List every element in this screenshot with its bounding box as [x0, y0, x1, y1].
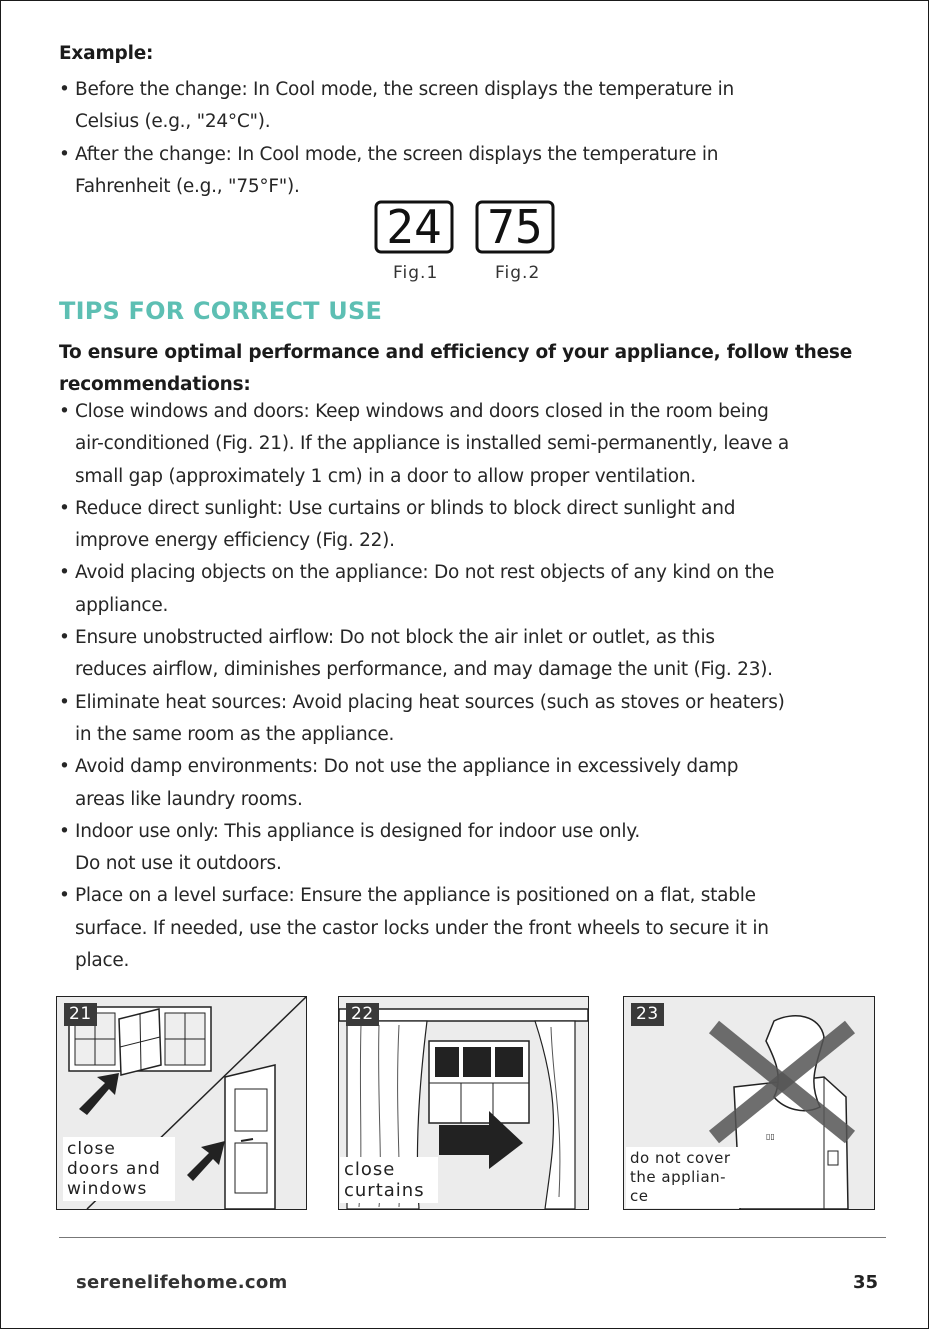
fig1-label: Fig.1 — [393, 263, 439, 283]
list-item: • Reduce direct sunlight: Use curtains or blinds to block direct sunlight and improve energy efficiency (Fig. 22). — [59, 493, 879, 558]
list-item: • Before the change: In Cool mode, the screen displays the temperature in Celsius (e.g., "24°C"). — [59, 74, 879, 139]
footer-divider — [59, 1237, 886, 1238]
figure-23-number: 23 — [631, 1003, 664, 1026]
figure-23 — [623, 996, 875, 1210]
list-item: • Avoid damp environments: Do not use the appliance in excessively damp areas like laundry rooms. — [59, 751, 879, 816]
display-fig2-value: 75 — [487, 200, 543, 254]
example-list — [59, 74, 879, 203]
footer-website: serenelifehome.com — [76, 1272, 288, 1293]
list-item: • Place on a level surface: Ensure the appliance is positioned on a flat, stable surface. If needed, use the castor locks under the front wheels to secure it in place. — [59, 880, 879, 977]
tips-list — [59, 396, 879, 977]
figure-23-caption: do not cover the applian- ce — [626, 1147, 742, 1208]
list-item: • Eliminate heat sources: Avoid placing heat sources (such as stoves or heaters) in the same room as the appliance. — [59, 687, 879, 752]
figure-22-caption: close curtains — [340, 1157, 438, 1203]
figure-21 — [56, 996, 307, 1210]
display-fig2 — [475, 200, 555, 254]
fig2-label: Fig.2 — [495, 263, 541, 283]
page-number: 35 — [853, 1272, 879, 1293]
list-item: • Close windows and doors: Keep windows and doors closed in the room being air-conditioned (Fig. 21). If the appliance is installed semi-permanently, leave a small gap (approximately 1 cm) in a door to allow proper ventilation. — [59, 396, 879, 493]
figure-21-number: 21 — [64, 1003, 97, 1026]
svg-text:▯▯: ▯▯ — [766, 1132, 775, 1141]
figure-22 — [338, 996, 589, 1210]
figure-22-number: 22 — [346, 1003, 379, 1026]
list-item: • Ensure unobstructed airflow: Do not block the air inlet or outlet, as this reduces airflow, diminishes performance, and may damage the unit (Fig. 23). — [59, 622, 879, 687]
tips-intro: To ensure optimal performance and efficiency of your appliance, follow these recommendations: — [59, 342, 853, 395]
display-fig1 — [374, 200, 454, 254]
tips-title: TIPS FOR CORRECT USE — [59, 297, 383, 325]
list-item: • Avoid placing objects on the appliance: Do not rest objects of any kind on the appliance. — [59, 557, 879, 622]
figure-21-caption: close doors and windows — [63, 1137, 175, 1201]
list-item: • After the change: In Cool mode, the screen displays the temperature in Fahrenheit (e.g., "75°F"). — [59, 139, 879, 204]
list-item: • Indoor use only: This appliance is designed for indoor use only. Do not use it outdoors. — [59, 816, 879, 881]
example-heading: Example: — [59, 43, 154, 64]
display-fig1-value: 24 — [386, 200, 442, 254]
